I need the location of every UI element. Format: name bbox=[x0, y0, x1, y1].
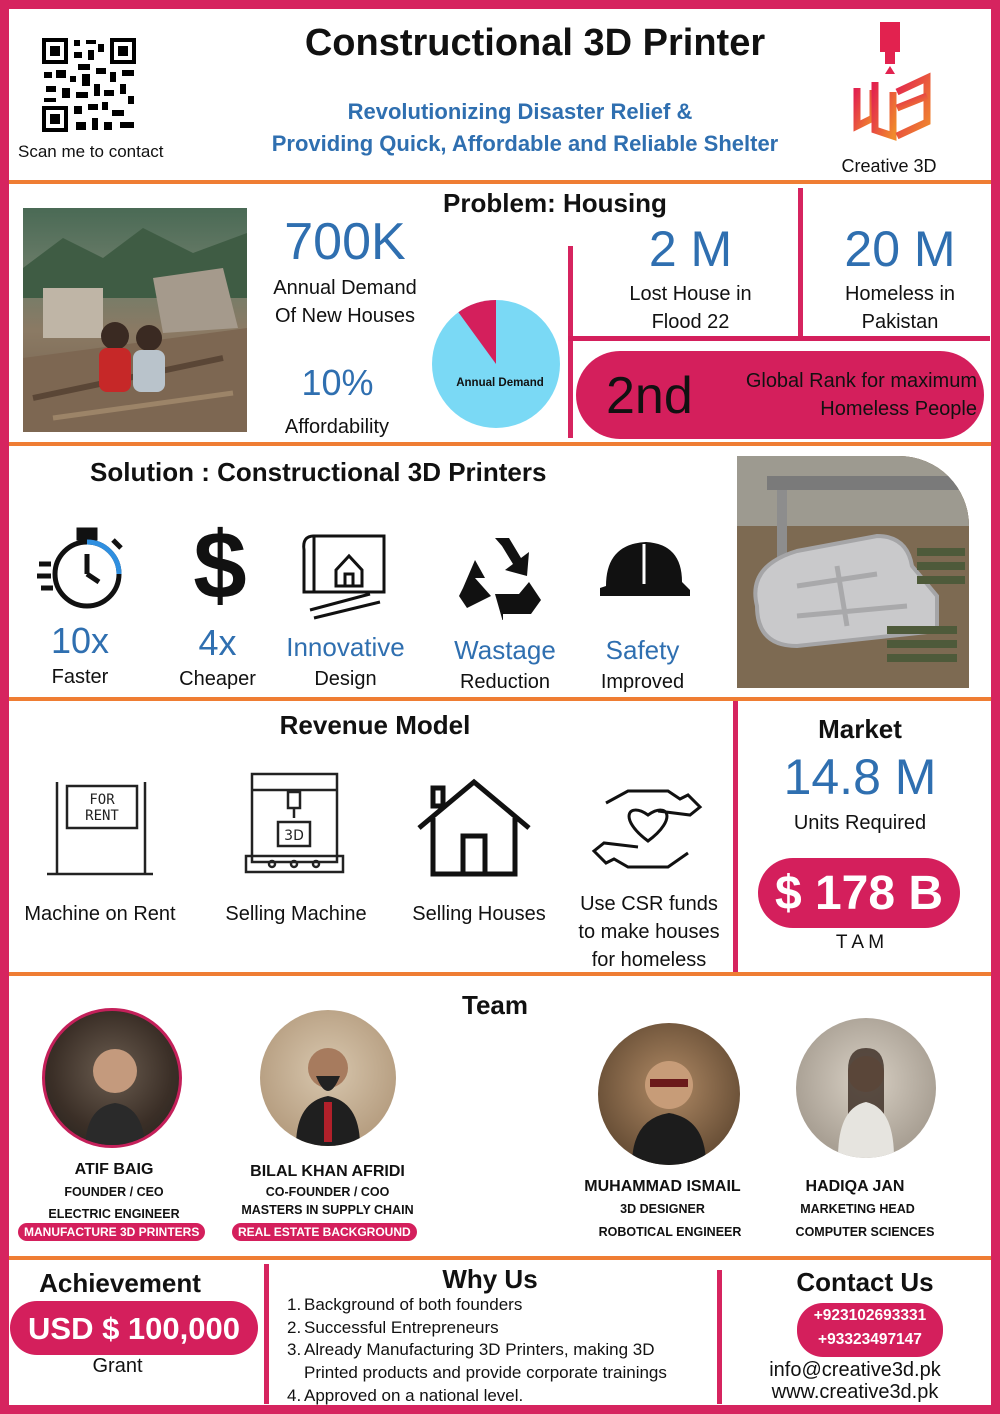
demand-pie-chart bbox=[432, 300, 560, 428]
revenue-machine-label: Selling Machine bbox=[225, 903, 367, 925]
divider bbox=[9, 1256, 991, 1260]
lost-houses-label-2: Flood 22 bbox=[651, 311, 730, 333]
why-item: Already Manufacturing 3D Printers, making 3D bbox=[304, 1340, 655, 1359]
member-name: ATIF BAIG bbox=[74, 1161, 154, 1178]
achievement-label: Grant bbox=[92, 1355, 143, 1377]
avatar-bilal bbox=[260, 1010, 396, 1146]
member-tag: MANUFACTURE 3D PRINTERS bbox=[18, 1223, 205, 1241]
homeless-value: 20 M bbox=[844, 221, 956, 277]
revenue-csr-label-1: Use CSR funds bbox=[580, 893, 718, 915]
divider bbox=[9, 972, 991, 976]
disaster-photo bbox=[23, 208, 247, 432]
svg-text:3D: 3D bbox=[284, 828, 304, 844]
divider bbox=[798, 188, 803, 338]
why-item: Successful Entrepreneurs bbox=[304, 1318, 499, 1337]
pie-label: Annual Demand bbox=[456, 377, 544, 389]
sign-text-rent: RENT bbox=[85, 808, 119, 824]
member-name: BILAL KHAN AFRIDI bbox=[250, 1163, 405, 1180]
why-number: 3. bbox=[287, 1340, 302, 1359]
member-role: COMPUTER SCIENCES bbox=[795, 1225, 935, 1239]
revenue-csr-label-2: to make houses bbox=[578, 921, 720, 943]
faster-label: Faster bbox=[51, 666, 109, 688]
why-number: 1. bbox=[287, 1295, 302, 1314]
member-tag: REAL ESTATE BACKGROUND bbox=[232, 1223, 417, 1241]
divider bbox=[568, 336, 990, 341]
market-units-label: Units Required bbox=[793, 812, 927, 834]
member-name: HADIQA JAN bbox=[805, 1178, 905, 1195]
recycle-icon bbox=[455, 530, 545, 620]
house-icon bbox=[415, 778, 533, 878]
homeless-label-1: Homeless in bbox=[844, 283, 956, 305]
global-rank-label-2: Homeless People bbox=[820, 398, 977, 420]
creative3d-logo bbox=[845, 18, 940, 153]
hardhat-icon bbox=[596, 530, 692, 610]
section-heading-contact: Contact Us bbox=[796, 1267, 934, 1297]
divider bbox=[9, 180, 991, 184]
why-number: 2. bbox=[287, 1318, 302, 1337]
safety-label: Improved bbox=[600, 671, 685, 693]
contact-phone-1[interactable]: +923102693331 bbox=[813, 1307, 927, 1324]
contact-email[interactable]: info@creative3d.pk bbox=[769, 1359, 941, 1381]
member-name: MUHAMMAD ISMAIL bbox=[584, 1178, 741, 1195]
divider bbox=[264, 1264, 269, 1404]
divider bbox=[733, 701, 738, 973]
contact-website[interactable]: www.creative3d.pk bbox=[771, 1381, 939, 1403]
avatar-atif bbox=[42, 1008, 182, 1148]
cheaper-label: Cheaper bbox=[179, 668, 256, 690]
demand-label-2: Of New Houses bbox=[274, 305, 416, 327]
tam-pill: $ 178 B bbox=[758, 858, 960, 928]
member-role: CO-FOUNDER / COO bbox=[265, 1185, 390, 1199]
homeless-label-2: Pakistan bbox=[861, 311, 939, 333]
innovative-value: Innovative bbox=[286, 632, 405, 662]
blueprint-icon bbox=[300, 530, 390, 620]
member-role: ELECTRIC ENGINEER bbox=[48, 1207, 180, 1221]
section-heading-market: Market bbox=[818, 714, 902, 744]
divider bbox=[717, 1270, 722, 1404]
affordability-label: Affordability bbox=[284, 416, 390, 438]
divider bbox=[9, 442, 991, 446]
member-role: MASTERS IN SUPPLY CHAIN bbox=[241, 1203, 414, 1217]
charity-hands-icon bbox=[588, 783, 708, 878]
market-units-value: 14.8 M bbox=[783, 749, 937, 805]
qr-caption: Scan me to contact bbox=[18, 142, 164, 161]
innovative-label: Design bbox=[314, 668, 377, 690]
faster-value: 10x bbox=[50, 620, 110, 661]
wastage-label: Reduction bbox=[459, 671, 551, 693]
section-heading-revenue: Revenue Model bbox=[279, 710, 471, 740]
global-rank-value: 2nd bbox=[606, 367, 693, 425]
3d-printer-icon bbox=[242, 770, 347, 878]
affordability-value: 10% bbox=[301, 362, 374, 403]
section-heading-problem: Problem: Housing bbox=[443, 188, 667, 218]
brand-name: Creative 3D bbox=[841, 156, 937, 176]
contact-phone-2[interactable]: +93323497147 bbox=[818, 1331, 922, 1348]
demand-label-1: Annual Demand bbox=[273, 277, 417, 299]
lost-houses-label-1: Lost House in bbox=[629, 283, 752, 305]
revenue-csr-label-3: for homeless bbox=[591, 949, 707, 971]
for-rent-sign-icon bbox=[45, 778, 155, 878]
avatar-hadiqa bbox=[796, 1018, 936, 1158]
wastage-value: Wastage bbox=[454, 635, 556, 665]
avatar-ismail bbox=[598, 1023, 740, 1165]
divider bbox=[9, 697, 991, 701]
member-role: MARKETING HEAD bbox=[800, 1202, 915, 1216]
global-rank-label-1: Global Rank for maximum bbox=[745, 370, 977, 392]
page-subtitle-line2: Providing Quick, Affordable and Reliable Shelter bbox=[271, 131, 779, 156]
divider bbox=[568, 246, 573, 438]
qr-code[interactable] bbox=[40, 36, 138, 134]
revenue-houses-label: Selling Houses bbox=[412, 903, 546, 925]
revenue-rent-label: Machine on Rent bbox=[24, 903, 176, 925]
dollar-icon: $ bbox=[193, 512, 247, 619]
member-role: 3D DESIGNER bbox=[620, 1202, 705, 1216]
sign-text-for: FOR bbox=[89, 792, 115, 808]
section-heading-solution: Solution : Constructional 3D Printers bbox=[90, 457, 547, 487]
3d-printed-house-photo bbox=[737, 456, 969, 688]
member-role: ROBOTICAL ENGINEER bbox=[598, 1225, 742, 1239]
section-heading-team: Team bbox=[462, 990, 528, 1020]
cheaper-value: 4x bbox=[198, 622, 237, 663]
lost-houses-value: 2 M bbox=[648, 221, 733, 277]
why-item: Background of both founders bbox=[304, 1295, 523, 1314]
achievement-amount: USD $ 100,000 bbox=[10, 1301, 258, 1355]
why-number: 4. bbox=[287, 1386, 302, 1405]
page-subtitle-line1: Revolutionizing Disaster Relief & bbox=[347, 99, 693, 124]
tam-label: T A M bbox=[835, 932, 885, 953]
stopwatch-icon bbox=[35, 524, 125, 614]
demand-value: 700K bbox=[284, 213, 406, 271]
why-item: Approved on a national level. bbox=[304, 1386, 524, 1405]
why-item: Printed products and provide corporate trainings bbox=[304, 1363, 667, 1382]
page-title: Constructional 3D Printer bbox=[304, 22, 766, 64]
member-role: FOUNDER / CEO bbox=[64, 1185, 164, 1199]
section-heading-why: Why Us bbox=[442, 1264, 538, 1294]
section-heading-achievement: Achievement bbox=[39, 1268, 201, 1298]
safety-value: Safety bbox=[605, 635, 680, 665]
